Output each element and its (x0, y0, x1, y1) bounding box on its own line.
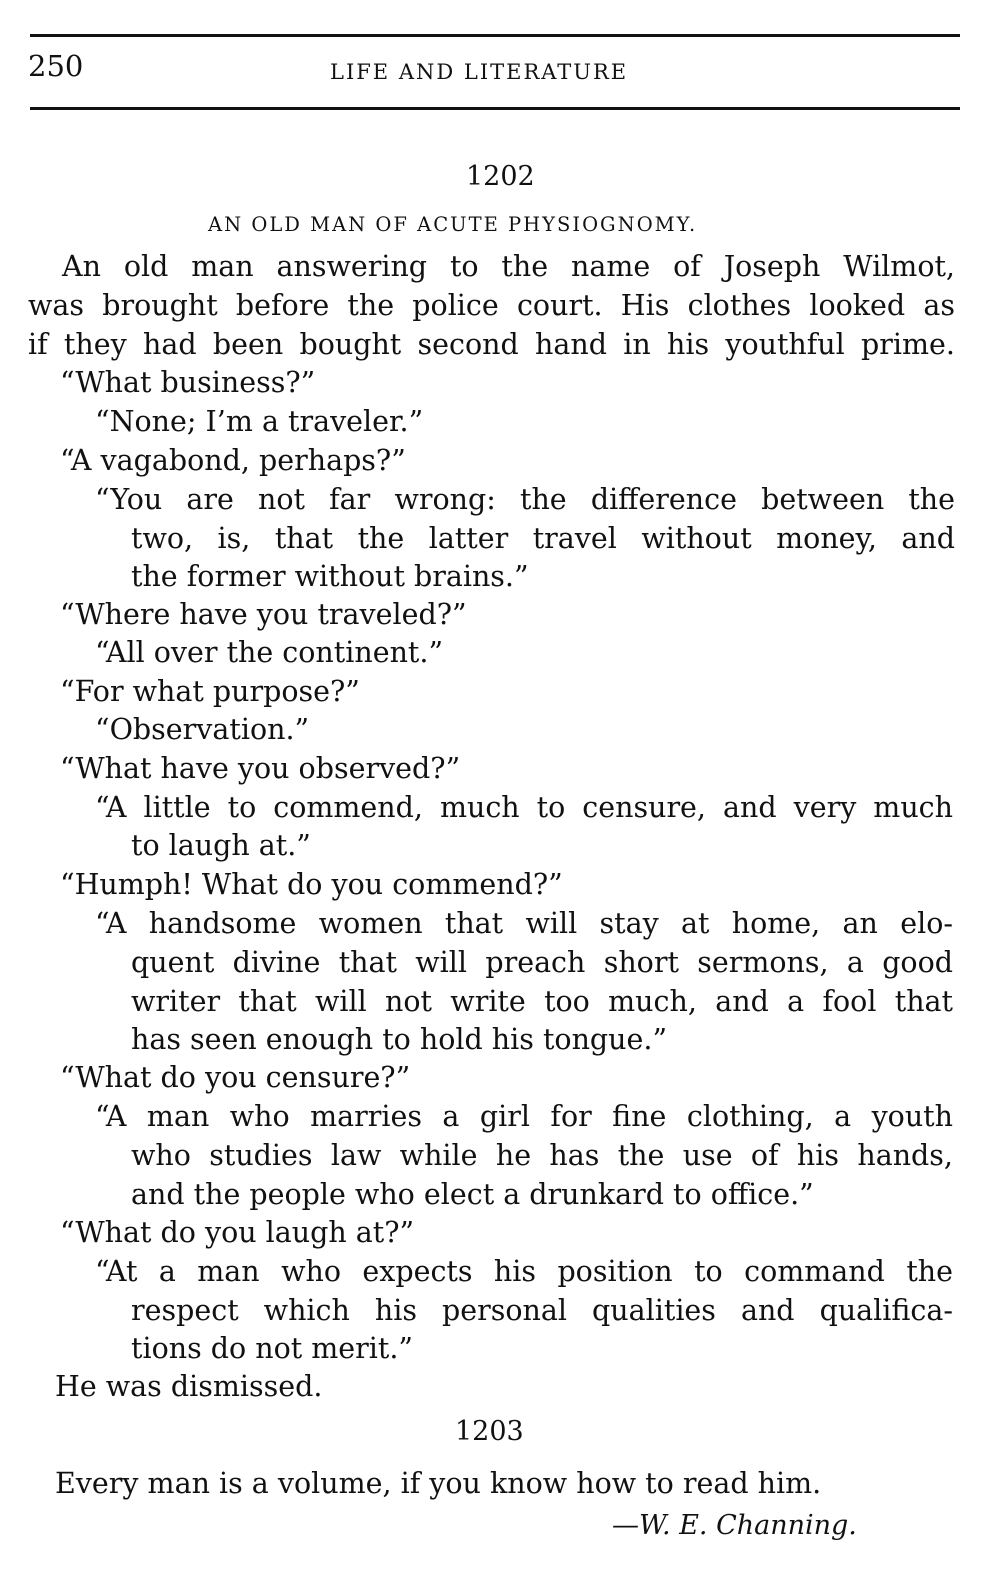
dialogue-question: “What business?” (60, 366, 316, 399)
dialogue-answer-cont: the former without brains.” (131, 560, 529, 593)
dialogue-answer-cont: and the people who elect a drunkard to office.” (131, 1178, 814, 1211)
entry-number-1203: 1203 (455, 1416, 524, 1447)
dialogue-question: “What do you laugh at?” (60, 1216, 415, 1249)
quote-attribution: —W. E. Channing. (612, 1510, 857, 1541)
dialogue-answer-cont: has seen enough to hold his tongue.” (131, 1023, 668, 1056)
dialogue-answer: “At a man who expects his position to command the (95, 1255, 953, 1288)
dialogue-answer-cont: two, is, that the latter travel without money, and (131, 522, 955, 555)
dialogue-question: “Humph! What do you commend?” (60, 868, 563, 901)
dialogue-question: “What have you observed?” (60, 752, 461, 785)
dialogue-answer: “A man who marries a girl for fine clothing, a youth (95, 1100, 953, 1133)
top-rule (30, 34, 960, 37)
dialogue-answer-cont: to laugh at.” (131, 829, 311, 862)
dialogue-answer: “A handsome women that will stay at home, an elo- (95, 907, 953, 940)
dialogue-answer: “None; I’m a traveler.” (95, 405, 424, 438)
dialogue-answer-cont: respect which his personal qualities and qualifica- (131, 1294, 953, 1327)
page-number: 250 (28, 49, 84, 83)
dialogue-answer: “A little to commend, much to censure, and very much (95, 791, 953, 824)
header-rule (30, 107, 960, 110)
dialogue-question: “What do you censure?” (60, 1061, 411, 1094)
dialogue-answer-cont: who studies law while he has the use of his hands, (131, 1139, 953, 1172)
dialogue-question: “For what purpose?” (60, 675, 360, 708)
body-line-1: An old man answering to the name of Joseph Wilmot, (62, 250, 955, 283)
quote-text: Every man is a volume, if you know how to read him. (55, 1467, 822, 1500)
body-line-2: was brought before the police court. His clothes looked as (28, 289, 955, 322)
dialogue-question: “A vagabond, perhaps?” (60, 444, 406, 477)
entry-title-1202: AN OLD MAN OF ACUTE PHYSIOGNOMY. (208, 213, 698, 236)
dialogue-question: “Where have you traveled?” (60, 598, 467, 631)
running-head: LIFE AND LITERATURE (330, 60, 629, 84)
entry-number-1202: 1202 (466, 161, 535, 192)
dialogue-answer-cont: tions do not merit.” (131, 1332, 413, 1365)
closing-line: He was dismissed. (55, 1370, 323, 1403)
dialogue-answer-cont: quent divine that will preach short sermons, a good (131, 946, 953, 979)
dialogue-answer-cont: writer that will not write too much, and a fool that (131, 985, 953, 1018)
dialogue-answer: “You are not far wrong: the difference between the (95, 483, 955, 516)
body-line-3: if they had been bought second hand in his youthful prime. (28, 328, 955, 361)
dialogue-answer: “Observation.” (95, 713, 310, 746)
dialogue-answer: “All over the continent.” (95, 636, 444, 669)
